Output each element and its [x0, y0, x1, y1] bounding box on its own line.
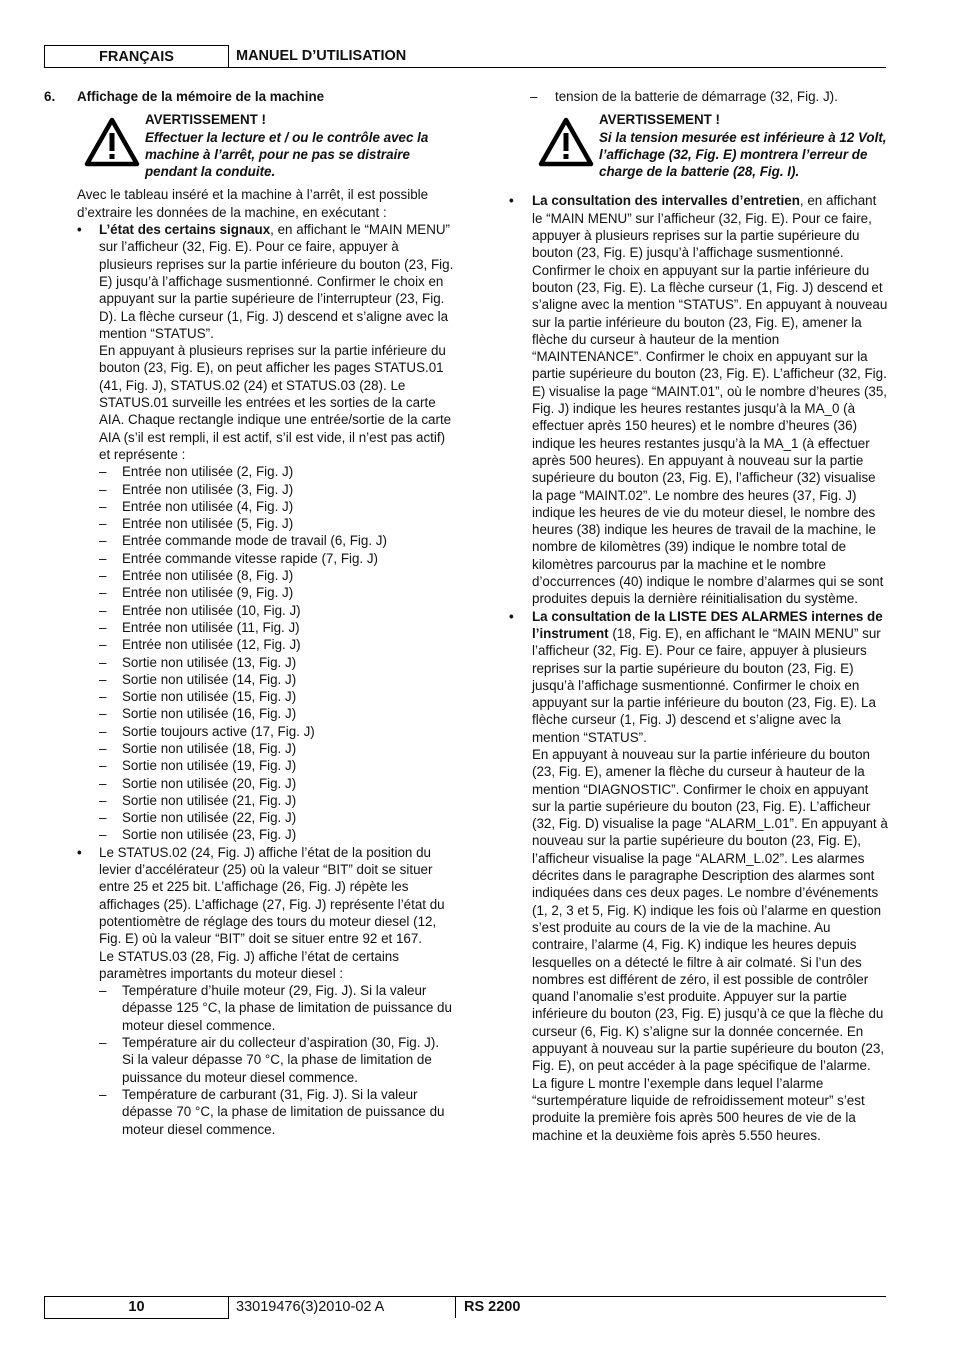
signal-list-item: – Sortie non utilisée (19, Fig. J) — [99, 757, 454, 774]
warning-title: AVERTISSEMENT ! — [145, 112, 267, 128]
warning-text: Si la tension mesurée est inférieure à 12 Volt, l’affichage (32, Fig. E) montrera l’erreur de charge de la batterie (28, Fig. I). — [599, 129, 887, 180]
model-name: RS 2200 — [455, 1297, 520, 1318]
signal-list-item: – Entrée non utilisée (10, Fig. J) — [99, 602, 454, 619]
signal-list-item: – Entrée non utilisée (8, Fig. J) — [99, 567, 454, 584]
document-code: 33019476(3)2010-02 A — [236, 1299, 385, 1315]
section-heading — [44, 88, 454, 105]
signal-list-item: – Entrée non utilisée (2, Fig. J) — [99, 463, 454, 480]
warning-title: AVERTISSEMENT ! — [599, 112, 721, 128]
signal-list-item: – Sortie non utilisée (13, Fig. J) — [99, 654, 454, 671]
signal-list-item: – Entrée non utilisée (11, Fig. J) — [99, 619, 454, 636]
signal-list-item: – Entrée commande vitesse rapide (7, Fig. J) — [99, 550, 454, 567]
warning-triangle-icon — [538, 117, 594, 167]
warning-box-2 — [500, 111, 888, 180]
warning-box — [44, 111, 454, 180]
signal-list-item: – Sortie toujours active (17, Fig. J) — [99, 723, 454, 740]
bullet-signals-title: L’état des certains signaux — [99, 222, 271, 238]
section-number: 6. — [44, 89, 56, 104]
left-column — [44, 88, 454, 1138]
bullet-status02-text: • Le STATUS.02 (24, Fig. J) affiche l’état de la position du levier d’accélérateur (25) où la valeur “BIT” doit se situer entre 25 et 225 bit. L’affichage (26, Fig. J) répète les affichages (25). L’affichage (27, Fig. J) représente l’état du potentiomètre de réglage des tours du moteur diesel (12, Fig. E) où la valeur “BIT” doit se situer entre 92 et 167. — [99, 844, 445, 947]
bullet-list — [44, 221, 454, 1138]
header-language: FRANÇAIS — [44, 45, 229, 68]
engine-params-list — [99, 982, 454, 1138]
bullet-status02 — [44, 844, 454, 1138]
bullet-alarms — [500, 608, 888, 1144]
signal-list-item: – Sortie non utilisée (23, Fig. J) — [99, 826, 454, 843]
signal-list-item: – Sortie non utilisée (22, Fig. J) — [99, 809, 454, 826]
bullet-signals — [44, 221, 454, 844]
signal-list-item: – Entrée non utilisée (12, Fig. J) — [99, 636, 454, 653]
bullet-status03-text: Le STATUS.03 (28, Fig. J) affiche l’état de certains paramètres importants du moteur diesel : — [99, 948, 399, 981]
header-title: MANUEL D’UTILISATION — [236, 48, 407, 64]
signal-list-item: – Sortie non utilisée (14, Fig. J) — [99, 671, 454, 688]
page-number: 10 — [44, 1297, 229, 1319]
signal-list-item: – Sortie non utilisée (20, Fig. J) — [99, 775, 454, 792]
engine-param-item: – Température d’huile moteur (29, Fig. J). Si la valeur dépasse 125 °C, la phase de limitation de puissance du moteur diesel commence. — [99, 982, 454, 1034]
intro-paragraph: Avec le tableau inséré et la machine à l’arrêt, il est possible d’extraire les données de la machine, en exécutant : — [77, 187, 429, 220]
bullet-alarms-title: La consultation de la LISTE DES ALARMES internes de l’instrument — [532, 608, 883, 641]
bullet-alarms-text2: En appuyant à nouveau sur la partie inférieure du bouton (23, Fig. E), amener la flèche du curseur à hauteur de la mention “DIAGNOSTIC”. Confirmer le choix en appuyant sur la partie supérieure du bouton (23, Fig. E). L’afficheur (32, Fig. D) visualise la page “ALARM_L.01”. En appuyant à nouveau sur la partie supérieure du bouton (23, Fig. E), l’afficheur visualise la page “ALARM_L.02”. Les alarmes décrites dans le paragraphe Description des alarmes sont indiquées dans ces deux pages. Le nombre d’événements (1, 2, 3 et 5, Fig. K) indique les fois où l’alarme en question s’est produite au cours de la vie de la machine. Au contraire, l’alarme (4, Fig. K) indique les heures depuis lesquelles on a détecté le filtre à air colmaté. Si l’un des nombres est différent de zéro, il est possible de contrôler quand l’anomalie s’est produite. Appuyer sur la partie inférieure du bouton (23, Fig. E) jusqu’à ce que la flèche du curseur (6, Fig. K) s’aligne sur la donnée concernée. En appuyant à nouveau sur la partie supérieure du bouton (23, Fig. E), on peut accéder à la page spécifique de l’alarme. La figure L montre l’exemple dans lequel l’alarme “surtempérature liquide de refroidissement moteur” s’est produite la première fois après 500 heures de vie de la machine et la deuxième fois après 5.550 heures. — [532, 746, 888, 1143]
engine-param-item: – Température de carburant (31, Fig. J). Si la valeur dépasse 70 °C, la phase de limitation de puissance du moteur diesel commence. — [99, 1086, 454, 1138]
signal-list-item: – Entrée non utilisée (5, Fig. J) — [99, 515, 454, 532]
page-footer — [44, 1296, 886, 1319]
engine-param-item: – Température air du collecteur d’aspiration (30, Fig. J). Si la valeur dépasse 70 °C, la phase de limitation de puissance du moteur diesel commence. — [99, 1034, 454, 1086]
signals-list — [99, 463, 454, 844]
section-title: Affichage de la mémoire de la machine — [77, 89, 325, 104]
bullet-maintenance-text: , en affichant le “MAIN MENU” sur l’afficheur (32, Fig. E). Pour ce faire, appuyer à plusieurs reprises sur la partie supérieure du bouton (23, Fig. E) jusqu’à l’affichage susmentionné. Confirmer le choix en appuyant sur la partie inférieure du bouton (23, Fig. E). La flèche curseur (1, Fig. J) descend et s’aligne avec la mention “STATUS”. En appuyant à nouveau sur la partie inférieure du bouton (23, Fig. E), amener la flèche du curseur à hauteur de la mention “MAINTENANCE”. Confirmer le choix en appuyant sur la partie supérieure du bouton (23, Fig. E). L’afficheur (32, Fig. E) visualise la page “MAINT.01”, où le nombre d’heures (35, Fig. J) indique les heures restantes jusqu’à la MA_0 (à effectuer après 150 heures) et le nombre d’heures (36) indique les heures restantes jusqu’à la MA_1 (à effectuer après 500 heures). En appuyant à nouveau sur la partie supérieure du bouton (23, Fig. E), l’afficheur (32) visualise la page “MAINT.02”. Le nombre des heures (37, Fig. J) indique les heures de vie du moteur diesel, le nombre des heures (38) indique les heures de travail de la machine, le nombre de kilomètres (39) indique le nombre total de kilomètres parcourus par la machine et le nombre d’occurrences (40) indique le nombre d’alarmes qui se sont produites depuis la dernière réinitialisation du système. — [532, 193, 888, 607]
bullet-list-right — [500, 192, 888, 1143]
signal-list-item: – Sortie non utilisée (21, Fig. J) — [99, 792, 454, 809]
signal-list-item: – Entrée non utilisée (3, Fig. J) — [99, 481, 454, 498]
signal-list-item: – Entrée non utilisée (9, Fig. J) — [99, 584, 454, 601]
bullet-maintenance-title: La consultation des intervalles d’entretien — [532, 193, 800, 209]
bullet-signals-text2: En appuyant à plusieurs reprises sur la partie inférieure du bouton (23, Fig. E), on peut afficher les pages STATUS.01 (41, Fig. J), STATUS.02 (24) et STATUS.03 (28). Le STATUS.01 surveille les entrées et les sorties de la carte AIA. Chaque rectangle indique une entrée/sortie de la carte AIA (s’il est rempli, il est actif, s’il est vide, il n’est pas actif) et représente : — [99, 343, 452, 462]
signal-list-item: – Sortie non utilisée (15, Fig. J) — [99, 688, 454, 705]
bullet-signals-text: , en affichant le “MAIN MENU” sur l’afficheur (32, Fig. E). Pour ce faire, appuyer à plusieurs reprises sur la partie inférieure du bouton (23, Fig. E) jusqu’à l’affichage susmentionné. Confirmer le choix en appuyant sur la partie supérieure de l’interrupteur (23, Fig. D). La flèche curseur (1, Fig. J) descend et s’aligne avec la mention “STATUS”. — [99, 222, 454, 341]
signal-list-item: – Sortie non utilisée (16, Fig. J) — [99, 705, 454, 722]
signal-list-item: – Entrée commande mode de travail (6, Fig. J) — [99, 532, 454, 549]
page-header — [44, 45, 886, 68]
signal-list-item: – Entrée non utilisée (4, Fig. J) — [99, 498, 454, 515]
signal-list-item: – Sortie non utilisée (18, Fig. J) — [99, 740, 454, 757]
warning-triangle-icon — [84, 117, 140, 167]
battery-voltage-item: – tension de la batterie de démarrage (32, Fig. J). — [500, 88, 888, 105]
right-column — [500, 88, 888, 1144]
bullet-alarms-text: (18, Fig. E), en affichant le “MAIN MENU” sur l’afficheur (32, Fig. E). Pour ce faire, appuyer à plusieurs reprises sur la partie supérieure du bouton (23, Fig. E) jusqu’à l’affichage susmentionné. Confirmer le choix en appuyant sur la partie inférieure du bouton (23, Fig. E). La flèche curseur (1, Fig. J) descend et s’aligne avec la mention “STATUS”. — [532, 625, 881, 745]
warning-text: Effectuer la lecture et / ou le contrôle avec la machine à l’arrêt, pour ne pas se distraire pendant la conduite. — [145, 129, 429, 180]
bullet-maintenance — [500, 192, 888, 607]
